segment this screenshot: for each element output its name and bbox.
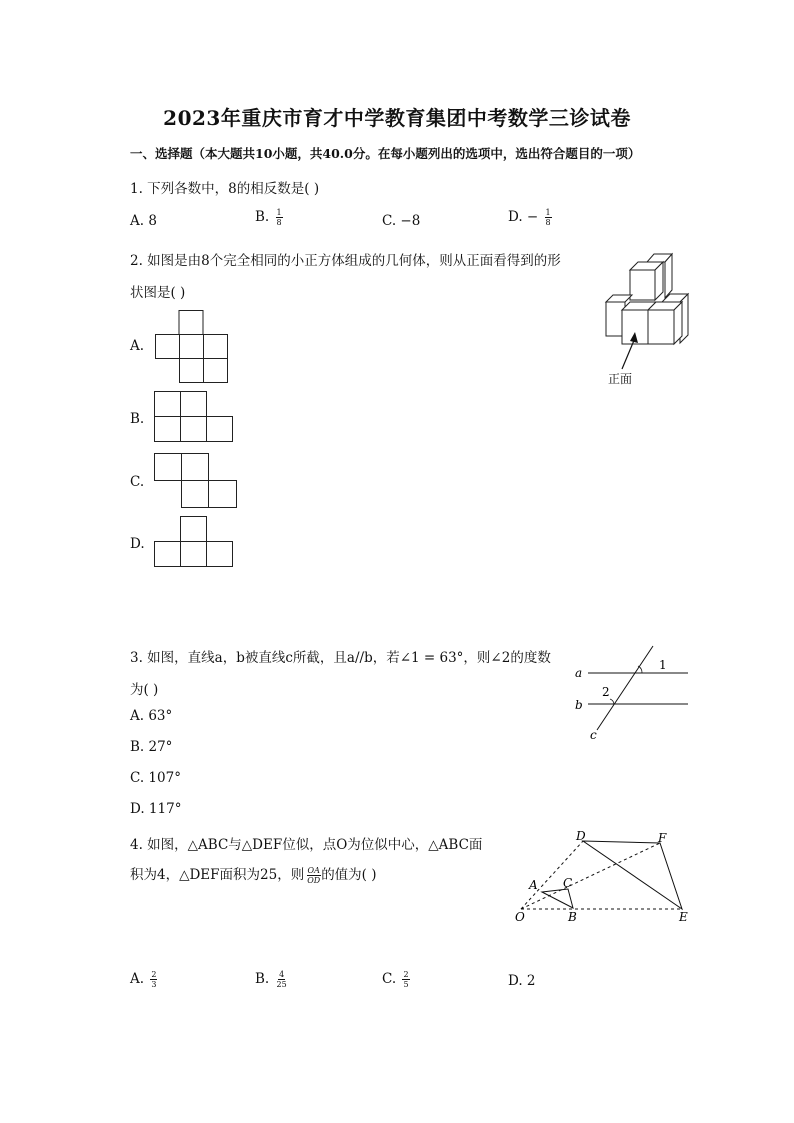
q4-homothety-figure	[510, 830, 695, 930]
q1-option-c: C. −8	[382, 213, 421, 229]
q4-option-a-fraction	[150, 970, 157, 989]
q4-stem-line2	[130, 863, 377, 885]
q4-option-b	[255, 970, 288, 989]
q2-stem-line1: 2. 如图是由8个完全相同的小正方体组成的几何体，则从正面看得到的形	[130, 253, 561, 269]
q3-option-b: B. 27°	[130, 739, 173, 755]
q4-option-c-fraction	[402, 970, 409, 989]
q1-option-a: A. 8	[130, 213, 157, 229]
q1-option-b-denominator: 8	[276, 218, 282, 227]
q4-stem-fraction	[306, 866, 321, 885]
q1-option-d-denominator: 8	[545, 218, 551, 227]
q1-option-d	[508, 208, 552, 227]
q3-label-c: c	[590, 728, 597, 742]
q3-stem-line2: 为( )	[130, 682, 159, 698]
q3-label-a: a	[575, 666, 583, 680]
q4-option-c-numerator: 2	[403, 970, 409, 979]
q4-option-b-numerator: 4	[279, 970, 285, 979]
q4-option-c-denominator: 5	[403, 980, 409, 989]
q1-option-b-numerator: 1	[276, 208, 282, 217]
q4-option-a-numerator: 2	[151, 970, 157, 979]
q4-label-F: F	[658, 831, 667, 845]
q3-label-1: 1	[659, 658, 667, 672]
q4-label-D: D	[576, 829, 586, 843]
q1-stem: 1. 下列各数中，8的相反数是( )	[130, 181, 320, 197]
q2-option-c: C.	[130, 474, 145, 490]
q2-option-d-grid	[154, 516, 236, 570]
q1-option-d-fraction	[545, 208, 552, 227]
q3-stem-line1: 3. 如图，直线a，b被直线c所截，且a//b，若∠1 = 63°，则∠2的度数	[130, 650, 551, 666]
section-heading: 一、选择题（本大题共10小题，共40.0分。在每小题列出的选项中，选出符合题目的一项）	[130, 146, 641, 161]
q2-option-d: D.	[130, 536, 145, 552]
q4-label-B: B	[568, 910, 577, 924]
q3-parallel-lines-figure	[570, 640, 695, 745]
q4-option-c-prefix: C.	[382, 971, 397, 987]
q4-label-O: O	[515, 910, 525, 924]
q4-option-a-prefix: A.	[130, 971, 145, 987]
q4-stem-denominator: OD	[307, 876, 321, 885]
q1-option-d-numerator: 1	[545, 208, 551, 217]
q2-cube-figure	[600, 250, 700, 390]
q3-option-a: A. 63°	[130, 708, 173, 724]
q4-label-C: C	[563, 876, 573, 890]
q4-stem-line1: 4. 如图，△ABC与△DEF位似，点O为位似中心，△ABC面	[130, 837, 483, 853]
q4-option-b-fraction	[276, 970, 288, 989]
q2-option-c-grid	[154, 453, 240, 509]
page-title: 2023年重庆市育才中学教育集团中考数学三诊试卷	[163, 106, 631, 130]
q4-option-b-denominator: 25	[276, 980, 287, 989]
q4-option-a-denominator: 3	[151, 980, 157, 989]
q4-option-b-prefix: B.	[255, 971, 270, 987]
q1-option-b-prefix: B.	[255, 209, 270, 225]
q4-option-a	[130, 970, 157, 989]
q2-option-b-grid	[154, 391, 236, 445]
q4-stem-numerator: OA	[307, 866, 320, 875]
q4-label-A: A	[529, 878, 538, 892]
q2-option-a-grid	[155, 310, 231, 384]
q2-option-a: A.	[130, 338, 145, 354]
q4-stem-line2-pre: 积为4，△DEF面积为25，则	[130, 867, 305, 883]
q3-option-c: C. 107°	[130, 770, 181, 786]
q3-label-b: b	[575, 698, 583, 712]
q1-option-b	[255, 208, 283, 227]
q1-option-b-fraction	[276, 208, 283, 227]
q1-option-d-prefix: D. −	[508, 209, 539, 225]
q3-option-d: D. 117°	[130, 801, 182, 817]
q2-stem-line2: 状图是( )	[130, 285, 186, 301]
q2-figure-label: 正面	[608, 372, 633, 386]
q4-option-c	[382, 970, 410, 989]
q3-label-2: 2	[602, 685, 610, 699]
q2-option-b: B.	[130, 411, 145, 427]
q4-stem-line2-post: 的值为( )	[321, 867, 377, 883]
q4-option-d: D. 2	[508, 973, 536, 989]
q4-label-E: E	[679, 910, 688, 924]
